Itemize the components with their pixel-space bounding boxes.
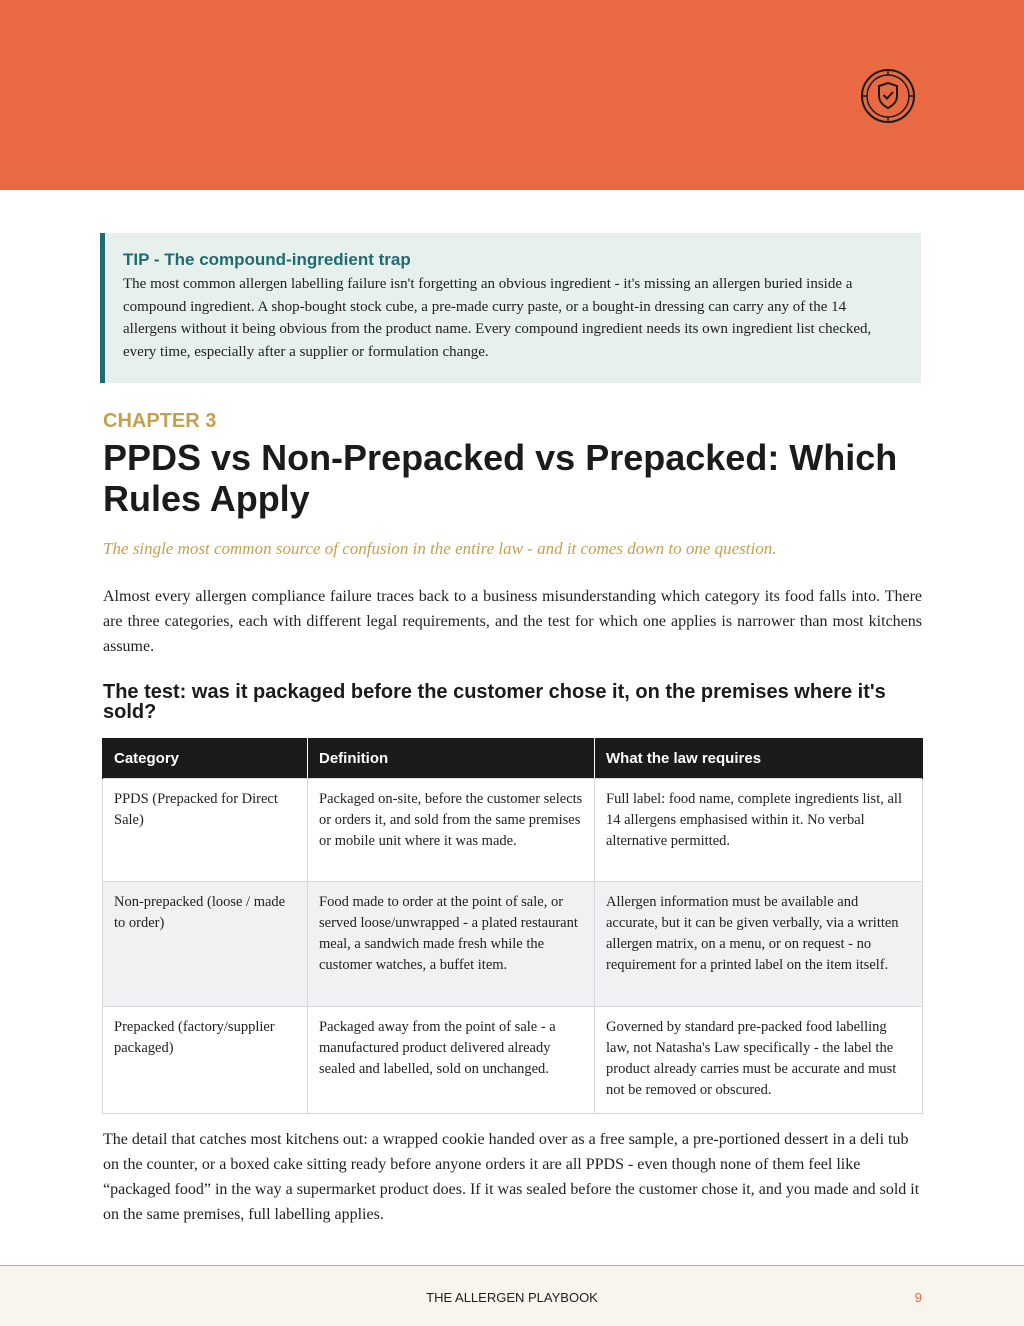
- tip-body: The most common allergen labelling failure isn't forgetting an obvious ingredient - it's missing an allergen buried inside a compound ingredient. A shop-bought stock cube, a pre-made curry paste, or a bought-in dressing can carry any of the 14 allergens without it being obvious from the product name. Every compound ingredient needs its own ingredient list checked, every time, especially after a supplier or formulation change.: [123, 276, 872, 360]
- table-row: [103, 779, 923, 882]
- shield-check-icon: [860, 68, 916, 124]
- table-cell: Governed by standard pre-packed food labelling law, not Natasha's Law specifically - the label the product already carries must be accurate and must not be removed or obscured.: [595, 1007, 923, 1114]
- table-cell: Non-prepacked (loose / made to order): [103, 882, 308, 1007]
- table-cell: Packaged on-site, before the customer selects or orders it, and sold from the same premises or mobile unit where it was made.: [308, 779, 595, 882]
- table-cell: Food made to order at the point of sale, or served loose/unwrapped - a plated restaurant meal, a sandwich made fresh while the customer watches, a buffet item.: [308, 882, 595, 1007]
- table-cell: Full label: food name, complete ingredients list, all 14 allergens emphasised within it. No verbal alternative permitted.: [595, 779, 923, 882]
- table-cell: PPDS (Prepacked for Direct Sale): [103, 779, 308, 882]
- table-header-row: [103, 738, 923, 779]
- table-cell: Packaged away from the point of sale - a manufactured product delivered already sealed and labelled, sold on unchanged.: [308, 1007, 595, 1114]
- column-header-requirements: What the law requires: [595, 738, 923, 779]
- closing-paragraph: The detail that catches most kitchens out: a wrapped cookie handed over as a free sample, a pre-portioned dessert in a deli tub on the counter, or a boxed cake sitting ready before anyone orders it are all PPDS - even though none of them feel like “packaged food” in the way a supermarket product does. If it was sealed before the customer chose it, and you made and sold it on the same premises, full labelling applies.: [103, 1131, 920, 1223]
- table-cell: Prepacked (factory/supplier packaged): [103, 1007, 308, 1114]
- tip-callout: [100, 233, 921, 383]
- page-header-band: [0, 0, 1024, 190]
- chapter-title: PPDS vs Non-Prepacked vs Prepacked: Which Rules Apply: [103, 437, 898, 519]
- intro-paragraph: Almost every allergen compliance failure traces back to a business misunderstanding which category its food falls into. There are three categories, each with different legal requirements, and the test for which one applies is narrower than most kitchens assume.: [103, 588, 922, 655]
- page-footer: [0, 1265, 1024, 1326]
- table-row: [103, 1007, 923, 1114]
- column-header-category: Category: [103, 738, 308, 779]
- table-cell: Allergen information must be available and accurate, but it can be given verbally, via a written allergen matrix, on a menu, or on request - no requirement for a printed label on the item itself.: [595, 882, 923, 1007]
- tip-title: TIP - The compound-ingredient trap: [123, 250, 411, 269]
- page-number: 9: [914, 1290, 922, 1305]
- chapter-subtitle: The single most common source of confusion in the entire law - and it comes down to one question.: [103, 539, 777, 558]
- chapter-label: CHAPTER 3: [103, 410, 217, 432]
- column-header-definition: Definition: [308, 738, 595, 779]
- footer-title: THE ALLERGEN PLAYBOOK: [426, 1290, 598, 1305]
- section-heading: The test: was it packaged before the customer chose it, on the premises where it's sold?: [103, 681, 886, 723]
- category-rules-table: [102, 738, 923, 1114]
- table-row: [103, 882, 923, 1007]
